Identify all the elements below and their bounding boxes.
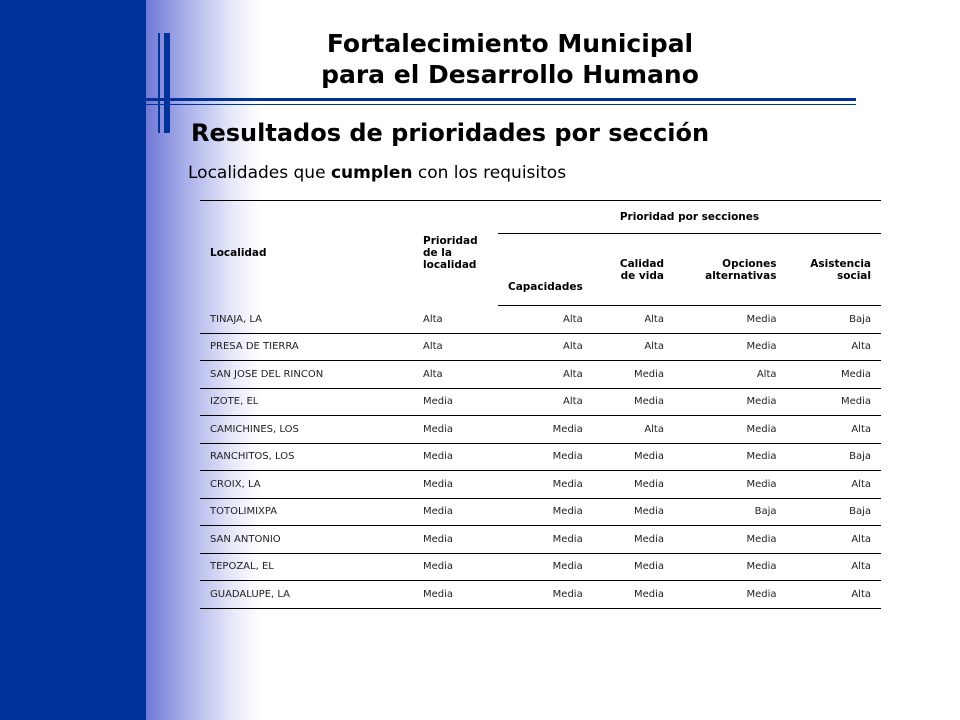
decor-horizontal-line-thin <box>146 104 856 105</box>
cell-priority: Alta <box>787 333 882 361</box>
header-prioridad-localidad: Prioridad de la localidad <box>413 201 498 306</box>
cell-priority: Alta <box>787 416 882 444</box>
cell-priority: Media <box>413 443 498 471</box>
cell-priority: Alta <box>498 361 593 389</box>
cell-localidad: TINAJA, LA <box>200 306 413 334</box>
cell-priority: Media <box>593 443 674 471</box>
cell-localidad: CAMICHINES, LOS <box>200 416 413 444</box>
cell-priority: Media <box>498 526 593 554</box>
cell-priority: Alta <box>787 553 882 581</box>
cell-priority: Media <box>674 581 787 609</box>
section-title: Resultados de prioridades por sección <box>191 119 710 147</box>
cell-localidad: TOTOLIMIXPA <box>200 498 413 526</box>
header-prioridad-secciones: Prioridad por secciones <box>498 201 881 234</box>
left-blue-band <box>0 0 146 720</box>
cell-priority: Alta <box>413 361 498 389</box>
title-line-1: Fortalecimiento Municipal <box>326 29 694 58</box>
cell-priority: Alta <box>787 471 882 499</box>
cell-priority: Baja <box>674 498 787 526</box>
cell-priority: Media <box>413 581 498 609</box>
cell-priority: Media <box>593 471 674 499</box>
cell-priority: Baja <box>787 498 882 526</box>
decor-vertical-bar-thick <box>164 33 170 133</box>
cell-localidad: PRESA DE TIERRA <box>200 333 413 361</box>
table-row <box>200 581 881 609</box>
table-row <box>200 361 881 389</box>
cell-priority: Media <box>498 443 593 471</box>
table-row <box>200 306 881 334</box>
cell-priority: Media <box>674 333 787 361</box>
cell-priority: Media <box>674 306 787 334</box>
priority-table <box>200 200 881 609</box>
cell-priority: Media <box>593 498 674 526</box>
header-calidad-de-vida: Calidad de vida <box>593 234 674 306</box>
cell-priority: Alta <box>787 581 882 609</box>
cell-priority: Alta <box>787 526 882 554</box>
cell-priority: Alta <box>413 333 498 361</box>
header-asistencia-social: Asistencia social <box>787 234 882 306</box>
section-subtitle <box>188 163 566 183</box>
cell-priority: Media <box>498 553 593 581</box>
presentation-title <box>260 28 760 90</box>
cell-priority: Media <box>413 498 498 526</box>
cell-priority: Alta <box>674 361 787 389</box>
table-row <box>200 526 881 554</box>
cell-priority: Media <box>674 416 787 444</box>
cell-priority: Media <box>674 443 787 471</box>
table-row <box>200 553 881 581</box>
cell-priority: Media <box>413 416 498 444</box>
cell-localidad: CROIX, LA <box>200 471 413 499</box>
table-row <box>200 471 881 499</box>
header-localidad: Localidad <box>200 201 413 306</box>
table-row <box>200 333 881 361</box>
cell-localidad: IZOTE, EL <box>200 388 413 416</box>
cell-priority: Alta <box>498 333 593 361</box>
cell-priority: Media <box>674 553 787 581</box>
subtitle-before: Localidades que <box>188 163 331 183</box>
table-body <box>200 306 881 609</box>
cell-localidad: SAN ANTONIO <box>200 526 413 554</box>
cell-priority: Media <box>413 471 498 499</box>
decor-horizontal-line-thick <box>146 98 856 101</box>
cell-priority: Media <box>498 498 593 526</box>
table-row <box>200 416 881 444</box>
decor-vertical-bar-thin <box>158 33 160 133</box>
cell-priority: Baja <box>787 306 882 334</box>
cell-priority: Baja <box>787 443 882 471</box>
table-row <box>200 498 881 526</box>
cell-priority: Alta <box>593 333 674 361</box>
cell-localidad: TEPOZAL, EL <box>200 553 413 581</box>
cell-priority: Alta <box>498 306 593 334</box>
cell-priority: Media <box>674 388 787 416</box>
cell-priority: Media <box>593 581 674 609</box>
cell-priority: Alta <box>593 306 674 334</box>
cell-localidad: SAN JOSE DEL RINCON <box>200 361 413 389</box>
cell-priority: Media <box>674 526 787 554</box>
header-capacidades: Capacidades <box>498 234 593 306</box>
table-row <box>200 443 881 471</box>
cell-priority: Alta <box>413 306 498 334</box>
subtitle-emphasis: cumplen <box>330 163 413 183</box>
cell-priority: Media <box>498 471 593 499</box>
cell-priority: Media <box>787 361 882 389</box>
cell-priority: Media <box>593 526 674 554</box>
cell-priority: Media <box>674 471 787 499</box>
cell-localidad: RANCHITOS, LOS <box>200 443 413 471</box>
cell-priority: Media <box>413 526 498 554</box>
cell-priority: Media <box>498 581 593 609</box>
cell-priority: Media <box>787 388 882 416</box>
cell-localidad: GUADALUPE, LA <box>200 581 413 609</box>
header-opciones-alternativas: Opciones alternativas <box>674 234 787 306</box>
cell-priority: Media <box>593 361 674 389</box>
cell-priority: Alta <box>498 388 593 416</box>
cell-priority: Media <box>413 388 498 416</box>
subtitle-after: con los requisitos <box>412 163 567 183</box>
cell-priority: Media <box>593 553 674 581</box>
cell-priority: Alta <box>593 416 674 444</box>
cell-priority: Media <box>593 388 674 416</box>
title-line-2: para el Desarrollo Humano <box>321 60 699 89</box>
cell-priority: Media <box>498 416 593 444</box>
cell-priority: Media <box>413 553 498 581</box>
table-row <box>200 388 881 416</box>
